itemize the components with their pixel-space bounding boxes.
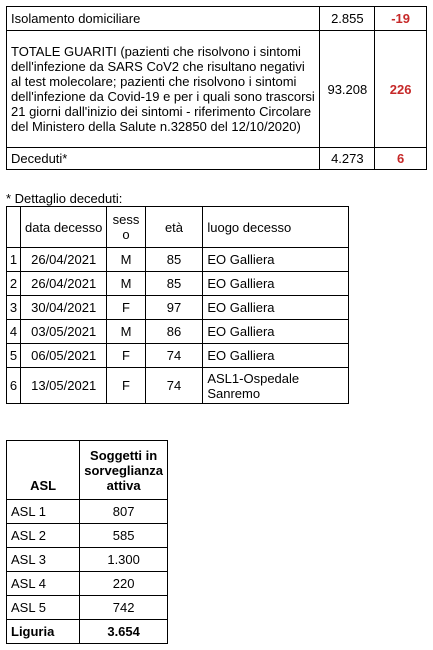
- summary-value: 4.273: [320, 148, 375, 170]
- sex: F: [107, 296, 145, 320]
- asl-count: 1.300: [80, 548, 168, 572]
- table-row: [7, 296, 349, 320]
- deaths-header-sex: sesso: [107, 207, 145, 248]
- table-row: [7, 572, 168, 596]
- asl-count: 220: [80, 572, 168, 596]
- table-row: [7, 596, 168, 620]
- asl-header-row: [7, 441, 168, 500]
- deaths-header-place: luogo decesso: [203, 207, 349, 248]
- summary-row-home-isolation: [7, 7, 427, 31]
- deaths-header-age: età: [145, 207, 203, 248]
- table-row: [7, 500, 168, 524]
- table-row: [7, 248, 349, 272]
- asl-name: ASL 3: [7, 548, 80, 572]
- sex: M: [107, 272, 145, 296]
- summary-row-deceased: [7, 148, 427, 170]
- summary-label: Isolamento domiciliare: [7, 7, 320, 31]
- table-row: [7, 548, 168, 572]
- asl-name: ASL 5: [7, 596, 80, 620]
- deaths-header-row: [7, 207, 349, 248]
- death-place: EO Galliera: [203, 344, 349, 368]
- deaths-caption: * Dettaglio deceduti:: [6, 191, 123, 206]
- death-place: EO Galliera: [203, 248, 349, 272]
- table-row: [7, 524, 168, 548]
- sex: M: [107, 320, 145, 344]
- age: 85: [145, 248, 203, 272]
- row-number: 5: [7, 344, 21, 368]
- age: 86: [145, 320, 203, 344]
- summary-delta: -19: [375, 7, 427, 31]
- summary-label: TOTALE GUARITI (pazienti che risolvono i sintomi dell'infezione da SARS CoV2 che risultano negativi al test molecolare; pazienti che risolvono i sintomi dell'infezione da Covid-19 e per i quali sono trascorsi 21 giorni dall'inizio dei sintomi - riferimento Circolare del Ministero della Salute n.32850 del 12/10/2020): [7, 31, 320, 148]
- asl-count: 742: [80, 596, 168, 620]
- asl-total-name: Liguria: [7, 620, 80, 644]
- summary-table: [6, 6, 427, 170]
- asl-count: 807: [80, 500, 168, 524]
- age: 85: [145, 272, 203, 296]
- death-date: 30/04/2021: [20, 296, 106, 320]
- row-number: 6: [7, 368, 21, 404]
- row-number: 3: [7, 296, 21, 320]
- age: 97: [145, 296, 203, 320]
- table-row: [7, 272, 349, 296]
- sex: M: [107, 248, 145, 272]
- table-row: [7, 320, 349, 344]
- age: 74: [145, 344, 203, 368]
- row-number: 1: [7, 248, 21, 272]
- summary-delta: 226: [375, 31, 427, 148]
- summary-delta: 6: [375, 148, 427, 170]
- asl-name: ASL 2: [7, 524, 80, 548]
- death-date: 26/04/2021: [20, 248, 106, 272]
- death-date: 13/05/2021: [20, 368, 106, 404]
- asl-count: 585: [80, 524, 168, 548]
- asl-name: ASL 1: [7, 500, 80, 524]
- death-place: EO Galliera: [203, 320, 349, 344]
- asl-surveillance-table: [6, 440, 168, 644]
- summary-row-recovered: [7, 31, 427, 148]
- death-place: EO Galliera: [203, 272, 349, 296]
- summary-value: 2.855: [320, 7, 375, 31]
- summary-label: Deceduti*: [7, 148, 320, 170]
- asl-header-count: Soggetti in sorveglianza attiva: [80, 441, 168, 500]
- sex: F: [107, 368, 145, 404]
- deaths-header-date: data decesso: [20, 207, 106, 248]
- deaths-table: [6, 206, 349, 404]
- death-date: 03/05/2021: [20, 320, 106, 344]
- age: 74: [145, 368, 203, 404]
- asl-header-name: ASL: [7, 441, 80, 500]
- summary-value: 93.208: [320, 31, 375, 148]
- row-number: 4: [7, 320, 21, 344]
- death-date: 06/05/2021: [20, 344, 106, 368]
- deaths-header-index: [7, 207, 21, 248]
- table-row: [7, 344, 349, 368]
- asl-total-count: 3.654: [80, 620, 168, 644]
- sex: F: [107, 344, 145, 368]
- death-place: ASL1-Ospedale Sanremo: [203, 368, 349, 404]
- row-number: 2: [7, 272, 21, 296]
- death-date: 26/04/2021: [20, 272, 106, 296]
- death-place: EO Galliera: [203, 296, 349, 320]
- asl-name: ASL 4: [7, 572, 80, 596]
- asl-total-row: [7, 620, 168, 644]
- table-row: [7, 368, 349, 404]
